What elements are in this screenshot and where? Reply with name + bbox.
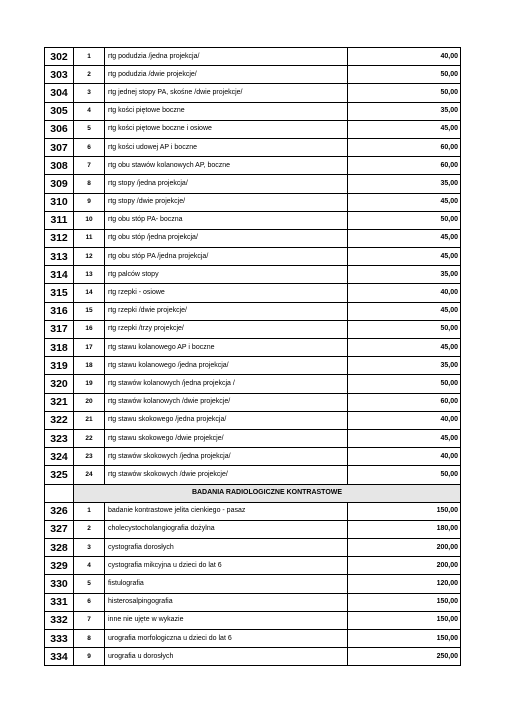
row-price: 45,00 <box>348 248 461 266</box>
row-code: 324 <box>45 448 74 466</box>
table-row <box>45 557 461 575</box>
row-description: urografia morfologiczna u dzieci do lat 6 <box>105 630 348 648</box>
row-price: 45,00 <box>348 193 461 211</box>
table-row <box>45 539 461 557</box>
row-number: 12 <box>74 248 105 266</box>
row-price: 40,00 <box>348 48 461 66</box>
row-price: 45,00 <box>348 339 461 357</box>
row-price: 50,00 <box>348 211 461 229</box>
row-description: rtg stawów kolanowych /jedna projekcja / <box>105 375 348 393</box>
row-code: 319 <box>45 357 74 375</box>
table-row <box>45 375 461 393</box>
table-row <box>45 611 461 629</box>
row-description: cystografia dorosłych <box>105 539 348 557</box>
row-price: 200,00 <box>348 557 461 575</box>
row-description: rtg obu stóp /jedna projekcja/ <box>105 229 348 247</box>
row-code: 333 <box>45 630 74 648</box>
row-code: 318 <box>45 339 74 357</box>
table-row <box>45 138 461 156</box>
row-description: rtg jednej stopy PA, skośne /dwie projekcje/ <box>105 84 348 102</box>
row-price: 35,00 <box>348 266 461 284</box>
row-number: 3 <box>74 539 105 557</box>
table-section-contrast <box>45 502 461 666</box>
section-header-spacer <box>45 484 74 502</box>
row-code: 304 <box>45 84 74 102</box>
row-number: 4 <box>74 102 105 120</box>
row-code: 328 <box>45 539 74 557</box>
row-description: cystografia mikcyjna u dzieci do lat 6 <box>105 557 348 575</box>
row-code: 332 <box>45 611 74 629</box>
row-price: 200,00 <box>348 539 461 557</box>
row-code: 321 <box>45 393 74 411</box>
row-number: 4 <box>74 557 105 575</box>
row-price: 50,00 <box>348 466 461 484</box>
row-price: 45,00 <box>348 229 461 247</box>
row-description: rtg stawu kolanowego /jedna projekcja/ <box>105 357 348 375</box>
row-price: 45,00 <box>348 429 461 447</box>
row-code: 320 <box>45 375 74 393</box>
row-number: 6 <box>74 138 105 156</box>
table-row <box>45 393 461 411</box>
row-description: cholecystocholangiografia dożylna <box>105 520 348 538</box>
row-number: 21 <box>74 411 105 429</box>
row-code: 307 <box>45 138 74 156</box>
row-description: rtg stawów skokowych /dwie projekcje/ <box>105 466 348 484</box>
row-code: 302 <box>45 48 74 66</box>
row-number: 16 <box>74 320 105 338</box>
row-number: 14 <box>74 284 105 302</box>
row-price: 50,00 <box>348 84 461 102</box>
table-row <box>45 466 461 484</box>
row-price: 250,00 <box>348 648 461 666</box>
table-row <box>45 411 461 429</box>
row-number: 9 <box>74 193 105 211</box>
row-description: urografia u dorosłych <box>105 648 348 666</box>
row-description: rtg stawu skokowego /dwie projekcje/ <box>105 429 348 447</box>
row-number: 23 <box>74 448 105 466</box>
row-price: 35,00 <box>348 102 461 120</box>
row-number: 11 <box>74 229 105 247</box>
row-code: 315 <box>45 284 74 302</box>
row-number: 13 <box>74 266 105 284</box>
table-row <box>45 502 461 520</box>
row-number: 10 <box>74 211 105 229</box>
table-row <box>45 520 461 538</box>
row-code: 309 <box>45 175 74 193</box>
row-code: 331 <box>45 593 74 611</box>
table-section-plain-xray <box>45 48 461 485</box>
row-price: 45,00 <box>348 302 461 320</box>
row-code: 322 <box>45 411 74 429</box>
row-description: rtg obu stawów kolanowych AP, boczne <box>105 157 348 175</box>
row-code: 323 <box>45 429 74 447</box>
row-code: 317 <box>45 320 74 338</box>
row-description: rtg podudzia /jedna projekcja/ <box>105 48 348 66</box>
row-code: 334 <box>45 648 74 666</box>
row-number: 8 <box>74 630 105 648</box>
row-number: 22 <box>74 429 105 447</box>
row-price: 40,00 <box>348 411 461 429</box>
row-number: 3 <box>74 84 105 102</box>
table-row <box>45 66 461 84</box>
table-row <box>45 357 461 375</box>
row-price: 150,00 <box>348 502 461 520</box>
row-code: 310 <box>45 193 74 211</box>
row-description: rtg rzepki - osiowe <box>105 284 348 302</box>
table-row <box>45 593 461 611</box>
row-number: 20 <box>74 393 105 411</box>
row-description: rtg rzepki /dwie projekcje/ <box>105 302 348 320</box>
row-description: rtg stawów skokowych /jedna projekcja/ <box>105 448 348 466</box>
row-number: 7 <box>74 611 105 629</box>
row-description: rtg kości piętowe boczne i osiowe <box>105 120 348 138</box>
row-number: 24 <box>74 466 105 484</box>
price-list-table <box>44 47 461 666</box>
table-row <box>45 84 461 102</box>
row-code: 311 <box>45 211 74 229</box>
row-number: 8 <box>74 175 105 193</box>
row-price: 50,00 <box>348 66 461 84</box>
table-row <box>45 193 461 211</box>
row-number: 15 <box>74 302 105 320</box>
row-description: rtg kości udowej AP i boczne <box>105 138 348 156</box>
row-price: 150,00 <box>348 630 461 648</box>
row-price: 50,00 <box>348 375 461 393</box>
table-row <box>45 229 461 247</box>
row-code: 303 <box>45 66 74 84</box>
row-description: rtg stawu kolanowego AP i boczne <box>105 339 348 357</box>
row-price: 120,00 <box>348 575 461 593</box>
row-code: 325 <box>45 466 74 484</box>
row-price: 35,00 <box>348 357 461 375</box>
row-code: 327 <box>45 520 74 538</box>
table-row <box>45 302 461 320</box>
table-row <box>45 102 461 120</box>
row-price: 45,00 <box>348 120 461 138</box>
row-price: 40,00 <box>348 284 461 302</box>
table-row <box>45 248 461 266</box>
row-number: 7 <box>74 157 105 175</box>
row-price: 35,00 <box>348 175 461 193</box>
table-row <box>45 211 461 229</box>
row-number: 5 <box>74 120 105 138</box>
row-description: rtg obu stóp PA- boczna <box>105 211 348 229</box>
row-price: 180,00 <box>348 520 461 538</box>
section-header-row <box>45 484 461 502</box>
row-description: rtg podudzia /dwie projekcje/ <box>105 66 348 84</box>
row-number: 5 <box>74 575 105 593</box>
row-description: rtg stopy /jedna projekcja/ <box>105 175 348 193</box>
row-code: 314 <box>45 266 74 284</box>
row-description: rtg palców stopy <box>105 266 348 284</box>
row-number: 9 <box>74 648 105 666</box>
row-code: 312 <box>45 229 74 247</box>
table-row <box>45 320 461 338</box>
table-row <box>45 48 461 66</box>
row-number: 18 <box>74 357 105 375</box>
row-number: 6 <box>74 593 105 611</box>
row-description: rtg obu stóp PA /jedna projekcja/ <box>105 248 348 266</box>
row-description: histerosalpingografia <box>105 593 348 611</box>
row-code: 330 <box>45 575 74 593</box>
row-description: rtg rzepki /trzy projekcje/ <box>105 320 348 338</box>
row-code: 329 <box>45 557 74 575</box>
table-row <box>45 648 461 666</box>
row-code: 313 <box>45 248 74 266</box>
table-row <box>45 429 461 447</box>
row-description: rtg kości piętowe boczne <box>105 102 348 120</box>
row-price: 150,00 <box>348 593 461 611</box>
table-row <box>45 266 461 284</box>
table-row <box>45 284 461 302</box>
table-row <box>45 575 461 593</box>
row-code: 326 <box>45 502 74 520</box>
row-description: fistulografia <box>105 575 348 593</box>
table-row <box>45 157 461 175</box>
table-row <box>45 630 461 648</box>
row-code: 305 <box>45 102 74 120</box>
row-number: 1 <box>74 502 105 520</box>
row-description: badanie kontrastowe jelita cienkiego - pasaz <box>105 502 348 520</box>
row-price: 40,00 <box>348 448 461 466</box>
row-number: 19 <box>74 375 105 393</box>
row-number: 1 <box>74 48 105 66</box>
row-number: 17 <box>74 339 105 357</box>
row-description: inne nie ujęte w wykazie <box>105 611 348 629</box>
row-price: 60,00 <box>348 157 461 175</box>
row-number: 2 <box>74 66 105 84</box>
table-row <box>45 448 461 466</box>
row-price: 60,00 <box>348 393 461 411</box>
row-price: 50,00 <box>348 320 461 338</box>
table-row <box>45 175 461 193</box>
row-description: rtg stawów kolanowych /dwie projekcje/ <box>105 393 348 411</box>
row-description: rtg stopy /dwie projekcje/ <box>105 193 348 211</box>
row-code: 316 <box>45 302 74 320</box>
table-row <box>45 120 461 138</box>
section-title: BADANIA RADIOLOGICZNE KONTRASTOWE <box>74 484 461 502</box>
row-number: 2 <box>74 520 105 538</box>
row-code: 308 <box>45 157 74 175</box>
row-description: rtg stawu skokowego /jedna projekcja/ <box>105 411 348 429</box>
row-price: 60,00 <box>348 138 461 156</box>
table-row <box>45 339 461 357</box>
row-price: 150,00 <box>348 611 461 629</box>
row-code: 306 <box>45 120 74 138</box>
